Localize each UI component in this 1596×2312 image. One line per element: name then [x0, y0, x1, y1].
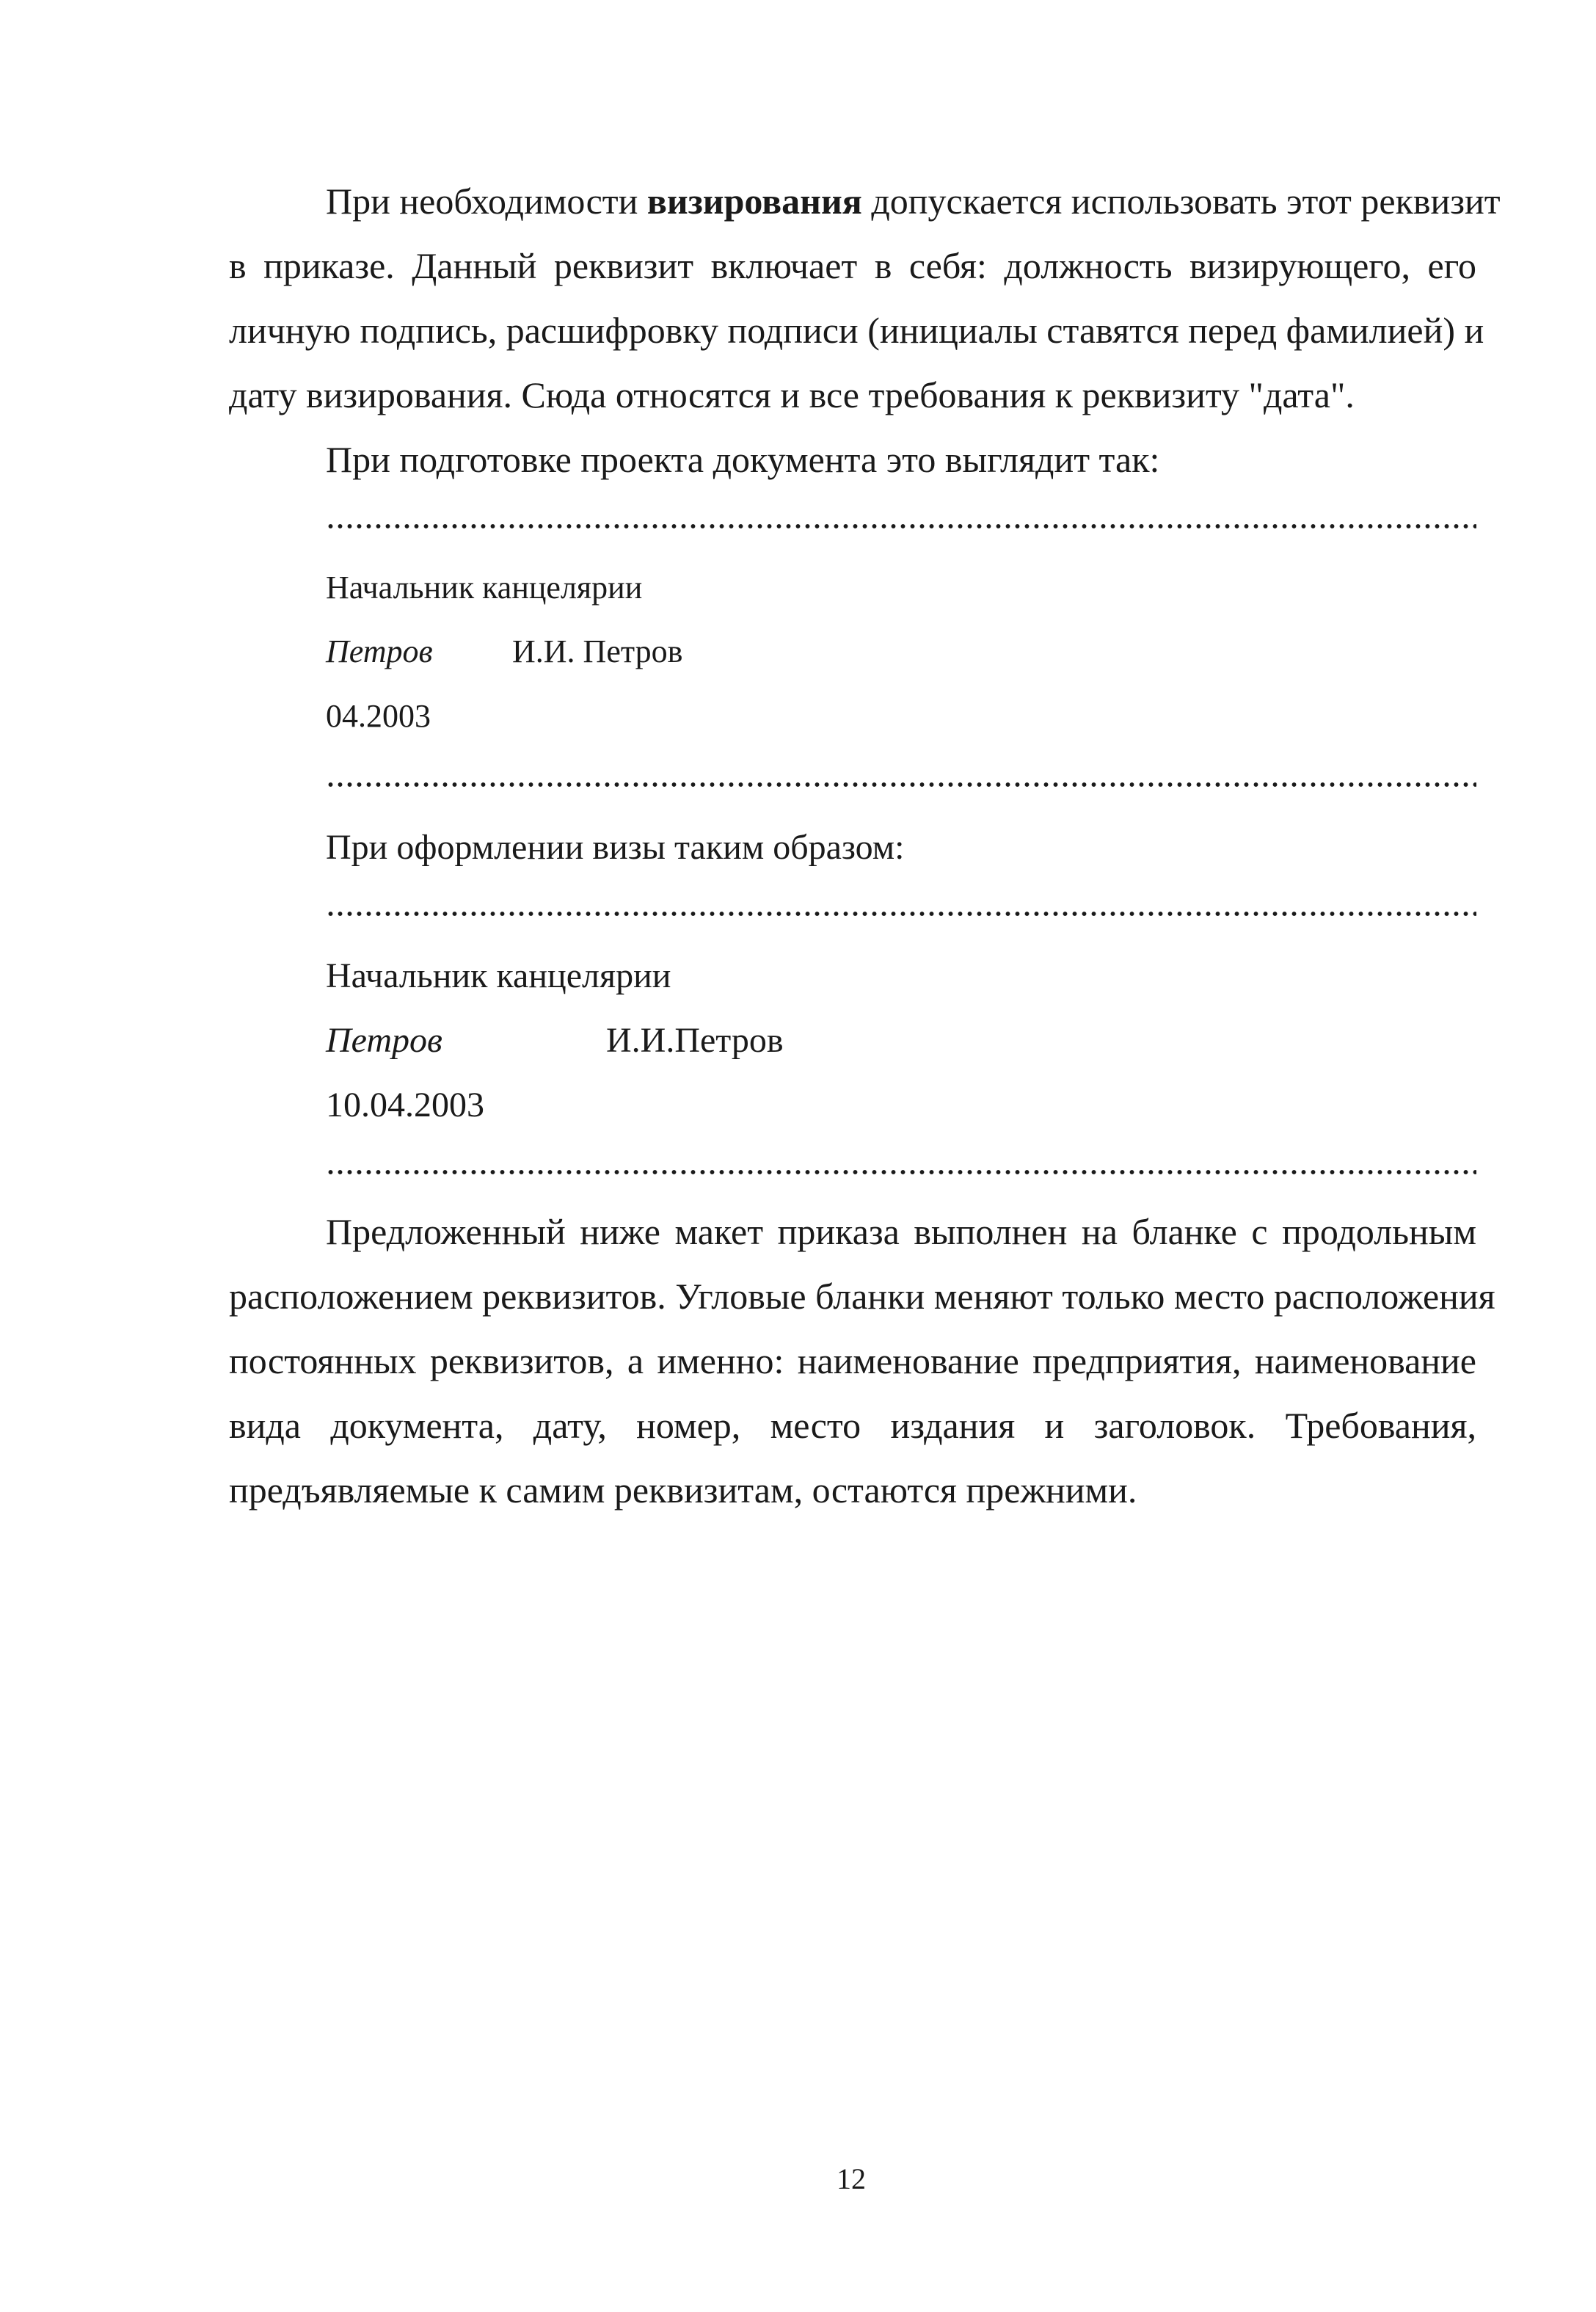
paragraph-visa	[229, 169, 1501, 427]
paragraph-visa-format: При оформлении визы таким образом:	[326, 828, 905, 867]
paragraph-visa-line-2: в приказе. Данный реквизит включает в себя: должность визирующего, его	[229, 245, 1476, 286]
paragraph-visa-line-1: При необходимости визирования допускается использовать этот реквизит	[326, 181, 1501, 222]
dotted-separator-2	[326, 779, 1476, 790]
example1-name: И.И. Петров	[512, 633, 683, 669]
bold-term-visa: визирования	[646, 181, 862, 222]
paragraph-layout: Предложенный ниже макет приказа выполнен на бланке с продольным расположением реквизитов. Угловые бланки меняют только место расположения постоянных реквизитов, а именно: наименование предприятия, наименование вида документа, дату, номер, место издания и заголовок. Требования, предъявляемые к самим реквизитам, остаются прежними.	[229, 1211, 1495, 1511]
dotted-separator-3	[326, 909, 1476, 919]
example1-signature: Петров	[326, 633, 433, 669]
example2-signature: Петров	[326, 1021, 442, 1060]
paragraph-visa-line-4: дату визирования. Сюда относятся и все требования к реквизиту "дата".	[229, 374, 1355, 415]
paragraph-visa-line-3: личную подпись, расшифровку подписи (инициалы ставятся перед фамилией) и	[229, 310, 1484, 351]
page-number: 12	[837, 2162, 866, 2195]
example2-date: 10.04.2003	[326, 1086, 484, 1124]
dotted-separator-4	[326, 1167, 1476, 1177]
example2-position: Начальник канцелярии	[326, 956, 671, 995]
example1-date: 04.2003	[326, 698, 431, 734]
example2-name: И.И.Петров	[606, 1021, 784, 1060]
example1-position: Начальник канцелярии	[326, 570, 643, 606]
dotted-separator-1	[326, 521, 1476, 531]
paragraph-draft: При подготовке проекта документа это выглядит так:	[326, 439, 1160, 480]
